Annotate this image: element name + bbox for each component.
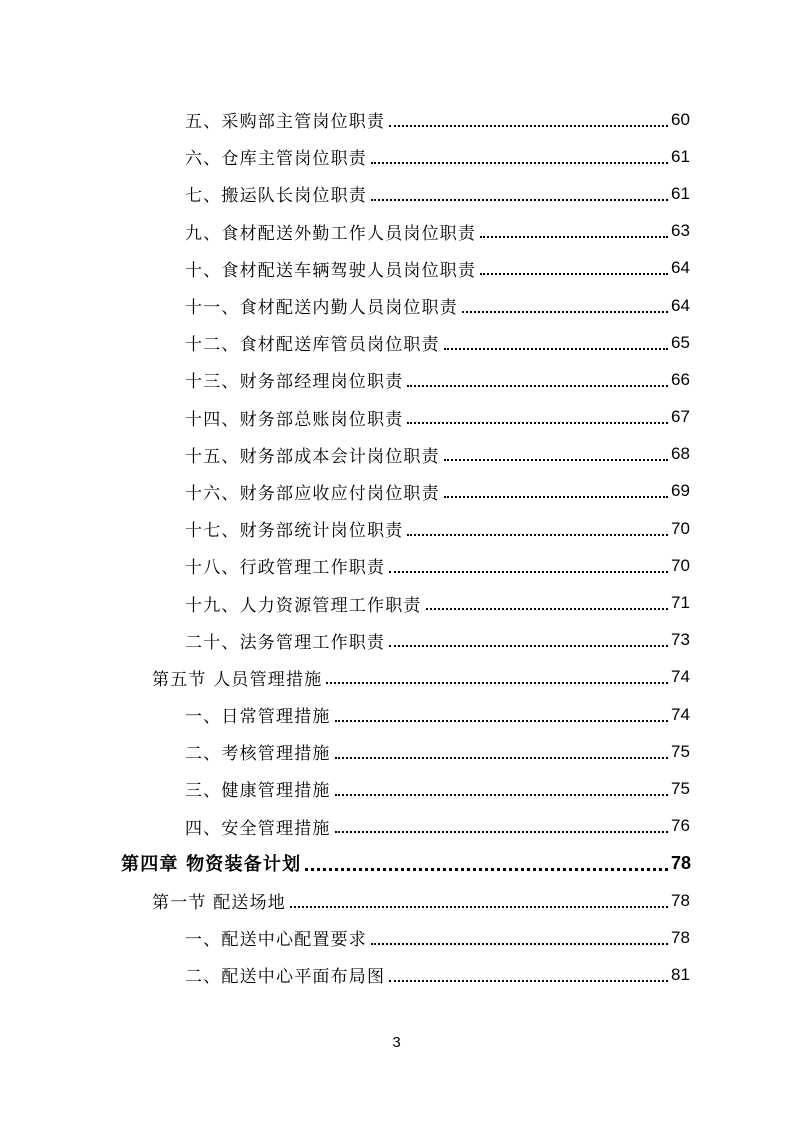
toc-entry[interactable] — [0, 175, 793, 212]
toc-dot-leader — [480, 273, 668, 275]
toc-entry-page: 61 — [671, 146, 690, 166]
toc-entry-page: 78 — [671, 852, 692, 873]
toc-entry-title: 十三、财务部经理岗位职责 — [185, 372, 404, 393]
toc-dot-leader — [407, 422, 668, 424]
toc-entry-title: 十五、财务部成本会计岗位职责 — [185, 446, 440, 467]
toc-entry-title: 十、食材配送车辆驾驶人员岗位职责 — [185, 260, 477, 281]
toc-entry[interactable] — [0, 399, 793, 436]
toc-entry-page: 78 — [671, 927, 690, 947]
toc-entry-page: 81 — [671, 964, 690, 984]
toc-dot-leader — [335, 757, 668, 759]
toc-entry-page: 75 — [671, 778, 690, 798]
toc-entry-title: 一、日常管理措施 — [185, 707, 331, 728]
toc-entry-title: 四、安全管理措施 — [185, 818, 331, 839]
toc-dot-leader — [389, 125, 668, 127]
toc-entry-title: 第一节 配送场地 — [152, 893, 287, 914]
toc-entry-title: 十七、财务部统计岗位职责 — [185, 521, 404, 542]
toc-dot-leader — [335, 720, 668, 722]
toc-entry-title: 十一、食材配送内勤人员岗位职责 — [185, 298, 458, 319]
toc-entry[interactable] — [0, 473, 793, 510]
toc-entry-page: 74 — [671, 704, 690, 724]
toc-dot-leader — [290, 906, 668, 908]
toc-entry-title: 二、考核管理措施 — [185, 744, 331, 765]
toc-dot-leader — [407, 534, 668, 536]
toc-entry[interactable] — [0, 770, 793, 807]
toc-entry-page: 60 — [671, 109, 690, 129]
toc-entry[interactable] — [0, 213, 793, 250]
toc-entry[interactable] — [0, 101, 793, 138]
toc-entry[interactable] — [0, 510, 793, 547]
toc-entry[interactable] — [0, 547, 793, 584]
toc-entry-title: 十九、人力资源管理工作职责 — [185, 595, 422, 616]
toc-entry-page: 63 — [671, 221, 690, 241]
toc-entry[interactable] — [0, 436, 793, 473]
toc-entry-title: 第五节 人员管理措施 — [152, 669, 323, 690]
toc-entry[interactable] — [0, 584, 793, 621]
toc-dot-leader — [407, 385, 668, 387]
toc-dot-leader — [480, 236, 668, 238]
toc-entry-page: 74 — [671, 667, 690, 687]
toc-entry-page: 70 — [671, 555, 690, 575]
toc-entry-page: 75 — [671, 741, 690, 761]
toc-entry[interactable] — [0, 324, 793, 361]
toc-entry-page: 66 — [671, 369, 690, 389]
toc-dot-leader — [462, 311, 668, 313]
toc-dot-leader — [326, 682, 668, 684]
toc-entry-title: 十二、食材配送库管员岗位职责 — [185, 335, 440, 356]
toc-dot-leader — [444, 348, 668, 350]
toc-entry-page: 76 — [671, 816, 690, 836]
toc-entry[interactable] — [0, 287, 793, 324]
toc-dot-leader — [371, 199, 668, 201]
toc-entry-title: 十六、财务部应收应付岗位职责 — [185, 483, 440, 504]
toc-entry-title: 一、配送中心配置要求 — [185, 930, 367, 951]
toc-dot-leader — [389, 645, 668, 647]
toc-entry-page: 70 — [671, 518, 690, 538]
toc-entry-title: 十八、行政管理工作职责 — [185, 558, 386, 579]
toc-entry-page: 68 — [671, 444, 690, 464]
toc-entry-title: 六、仓库主管岗位职责 — [185, 149, 367, 170]
toc-dot-leader — [371, 162, 668, 164]
toc-dot-leader — [335, 794, 668, 796]
toc-entry-title: 九、食材配送外勤工作人员岗位职责 — [185, 223, 477, 244]
toc-entry-title: 二、配送中心平面布局图 — [185, 967, 386, 988]
toc-entry[interactable] — [0, 696, 793, 733]
toc-entry-title: 五、采购部主管岗位职责 — [185, 112, 386, 133]
toc-entry[interactable] — [0, 622, 793, 659]
toc-entry-title: 三、健康管理措施 — [185, 781, 331, 802]
toc-dot-leader — [444, 459, 668, 461]
toc-entry-page: 73 — [671, 630, 690, 650]
toc-entry-title: 十四、财务部总账岗位职责 — [185, 409, 404, 430]
toc-entry-page: 69 — [671, 481, 690, 501]
toc-entry-page: 61 — [671, 183, 690, 203]
toc-entry[interactable] — [0, 250, 793, 287]
toc-dot-leader — [371, 943, 668, 945]
toc-dot-leader — [426, 608, 668, 610]
toc-entry-page: 78 — [671, 890, 690, 910]
toc-entry-page: 64 — [671, 295, 690, 315]
toc-dot-leader — [389, 571, 668, 573]
toc-entry-page: 65 — [671, 332, 690, 352]
toc-entry[interactable] — [0, 956, 793, 993]
toc-entry[interactable] — [0, 808, 793, 845]
toc-dot-leader — [389, 980, 668, 982]
toc-entry[interactable] — [0, 733, 793, 770]
toc-entry-title: 二十、法务管理工作职责 — [185, 632, 386, 653]
toc-entry[interactable] — [0, 361, 793, 398]
toc-dot-leader — [444, 496, 668, 498]
toc-entry-title: 第四章 物资装备计划 — [121, 854, 302, 876]
toc-entry-page: 64 — [671, 258, 690, 278]
toc-entry-page: 71 — [671, 593, 690, 613]
page-number: 3 — [392, 1034, 401, 1051]
toc-entry-page: 67 — [671, 407, 690, 427]
toc-entry[interactable] — [0, 138, 793, 175]
table-of-contents — [0, 101, 793, 994]
toc-entry-title: 七、搬运队长岗位职责 — [185, 186, 367, 207]
toc-entry[interactable] — [0, 919, 793, 956]
toc-section-entry[interactable] — [0, 882, 793, 919]
toc-dot-leader — [305, 868, 668, 871]
toc-dot-leader — [335, 831, 668, 833]
toc-section-entry[interactable] — [0, 659, 793, 696]
toc-chapter-entry[interactable] — [0, 845, 793, 882]
